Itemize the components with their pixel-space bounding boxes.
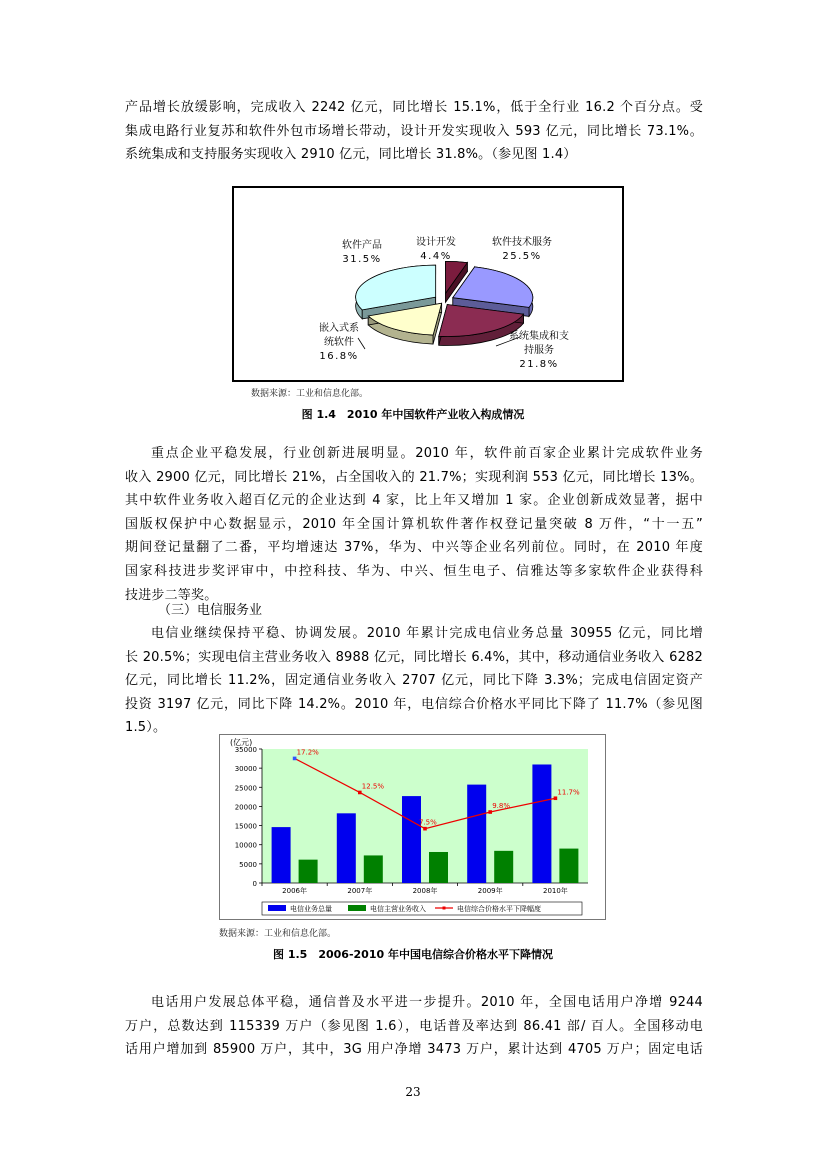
text-line: 产品增长放缓影响，完成收入 2242 亿元，同比增长 15.1%，低于全行业 16.2 个百分点。受 — [125, 100, 703, 115]
text-line: 万户，总数达到 115339 万户（参见图 1.6），电话普及率达到 86.41 部/ 百人。全国移动电 — [125, 1018, 703, 1034]
text-line: 国版权保护中心数据显示，2010 年全国计算机软件著作权登记量突破 8 万件，“十一五” — [125, 516, 703, 532]
text-line: 其中软件业务收入超百亿元的企业达到 4 家，比上年又增加 1 家。企业创新成效显著，据中 — [125, 493, 703, 509]
pie-slice-label: 统软件 — [324, 337, 354, 348]
legend-label: 电信业务总量 — [290, 905, 332, 913]
x-tick-label: 2009年 — [477, 887, 503, 895]
y-axis-label: (亿元) — [230, 738, 253, 747]
bar-total — [467, 785, 486, 883]
text-line: 电话用户发展总体平稳，通信普及水平进一步提升。2010 年，全国电话用户净增 9244 — [151, 995, 703, 1010]
pie-slice-label: 嵌入式系 — [319, 323, 359, 334]
line-point-label: 12.5% — [361, 782, 385, 791]
bar-total — [272, 827, 291, 883]
x-tick-label: 2007年 — [347, 887, 373, 895]
pie-chart-svg — [234, 188, 622, 380]
bar-revenue — [494, 851, 513, 883]
y-tick-label: 10000 — [234, 841, 257, 850]
y-tick-label: 5000 — [239, 860, 257, 869]
figure-1-4-pie-chart — [232, 186, 624, 382]
legend-marker — [443, 907, 446, 910]
x-tick-label: 2010年 — [542, 887, 568, 895]
line-point — [293, 757, 297, 761]
y-tick-label: 20000 — [234, 803, 257, 812]
paragraph-1 — [125, 96, 703, 167]
section-heading: （三）电信服务业 — [158, 603, 263, 618]
figure-1-4-source: 数据来源：工业和信息化部。 — [251, 389, 369, 399]
line-point-label: 9.8% — [492, 802, 510, 811]
pie-value-label: 25.5% — [502, 251, 542, 262]
pie-slice-label: 软件产品 — [342, 240, 382, 251]
pie-value-label: 31.5% — [342, 254, 382, 265]
pie-value-label: 16.8% — [319, 351, 359, 362]
page-number: 23 — [405, 1085, 421, 1099]
paragraph-3 — [125, 622, 703, 740]
bar-total — [532, 764, 551, 883]
bar-total — [337, 813, 356, 883]
text-line: 长 20.5%；实现电信主营业务收入 8988 亿元，同比增长 6.4%，其中，移动通信业务收入 6282 — [125, 649, 703, 665]
figure-1-5-combo-chart — [219, 734, 606, 920]
x-tick-label: 2008年 — [412, 887, 438, 895]
y-tick-label: 0 — [252, 880, 257, 888]
pie-value-label: 21.8% — [519, 359, 559, 370]
text-line: 重点企业平稳发展，行业创新进展明显。2010 年，软件前百家企业累计完成软件业务 — [151, 446, 703, 461]
pie-slice-label: 系统集成和支 — [509, 331, 569, 342]
text-line: 技进步二等奖。 — [125, 587, 218, 603]
bar-revenue — [299, 860, 318, 883]
line-point — [488, 810, 492, 814]
y-tick-label: 15000 — [234, 822, 257, 831]
bar-revenue — [364, 855, 383, 883]
figure-1-4-caption: 图 1.4 2010 年中国软件产业收入构成情况 — [301, 408, 525, 421]
x-tick-label: 2006年 — [282, 887, 308, 895]
text-line: 期间登记量翻了二番，平均增速达 37%，华为、中兴等企业名列前位。同时，在 2010 年度 — [125, 540, 703, 556]
paragraph-2 — [125, 442, 703, 607]
bar-chart-svg — [220, 735, 605, 919]
pie-slice-label: 持服务 — [524, 345, 554, 356]
legend-label: 电信综合价格水平下降幅度 — [457, 905, 541, 913]
line-point-label: 11.7% — [557, 788, 580, 797]
legend-label: 电信主营业务收入 — [370, 905, 426, 913]
y-tick-label: 35000 — [234, 746, 257, 754]
text-line: 电信业继续保持平稳、协调发展。2010 年累计完成电信业务总量 30955 亿元，同比增 — [151, 626, 703, 641]
figure-1-5-caption: 图 1.5 2006-2010 年中国电信综合价格水平下降情况 — [273, 948, 553, 961]
bar-total — [402, 796, 421, 883]
pie-slice-label: 软件技术服务 — [492, 237, 552, 248]
text-line: 系统集成和支持服务实现收入 2910 亿元，同比增长 31.8%。（参见图 1.4） — [125, 147, 577, 163]
text-line: 话用户增加到 85900 万户，其中，3G 用户净增 3473 万户，累计达到 4705 万户；固定电话 — [125, 1042, 703, 1058]
pie-slice-label: 设计开发 — [416, 237, 456, 248]
line-point — [423, 827, 427, 831]
figure-1-5-source: 数据来源：工业和信息化部。 — [219, 929, 337, 939]
text-line: 亿元，同比增长 11.2%，固定通信业务收入 2707 亿元，同比下降 3.3%；完成电信固定资产 — [125, 673, 703, 689]
pie-value-label: 4.4% — [420, 251, 452, 262]
text-line: 收入 2900 亿元，同比增长 21%，占全国收入的 21.7%；实现利润 553 亿元，同比增长 13%。 — [125, 469, 703, 485]
legend-swatch — [348, 905, 366, 911]
text-line: 国家科技进步奖评审中，中控科技、华为、中兴、恒生电子、信雅达等多家软件企业获得科 — [125, 563, 703, 579]
line-point-label: 7.5% — [419, 818, 437, 827]
bar-revenue — [559, 849, 578, 883]
line-point — [554, 796, 558, 800]
text-line: 集成电路行业复苏和软件外包市场增长带动，设计开发实现收入 593 亿元，同比增长 73.1%。 — [125, 123, 703, 139]
legend-swatch — [268, 905, 286, 911]
line-point-label: 17.2% — [296, 748, 319, 757]
pie-leader-line — [358, 338, 365, 349]
text-line: 投资 3197 亿元，同比下降 14.2%。2010 年，电信综合价格水平同比下降了 11.7%（参见图 — [125, 696, 703, 712]
text-line: 1.5）。 — [125, 720, 167, 736]
line-point — [358, 791, 362, 795]
bar-revenue — [429, 852, 448, 883]
y-tick-label: 25000 — [234, 784, 257, 793]
y-tick-label: 30000 — [234, 765, 257, 774]
chart-legend — [262, 902, 582, 915]
paragraph-4 — [125, 991, 703, 1062]
